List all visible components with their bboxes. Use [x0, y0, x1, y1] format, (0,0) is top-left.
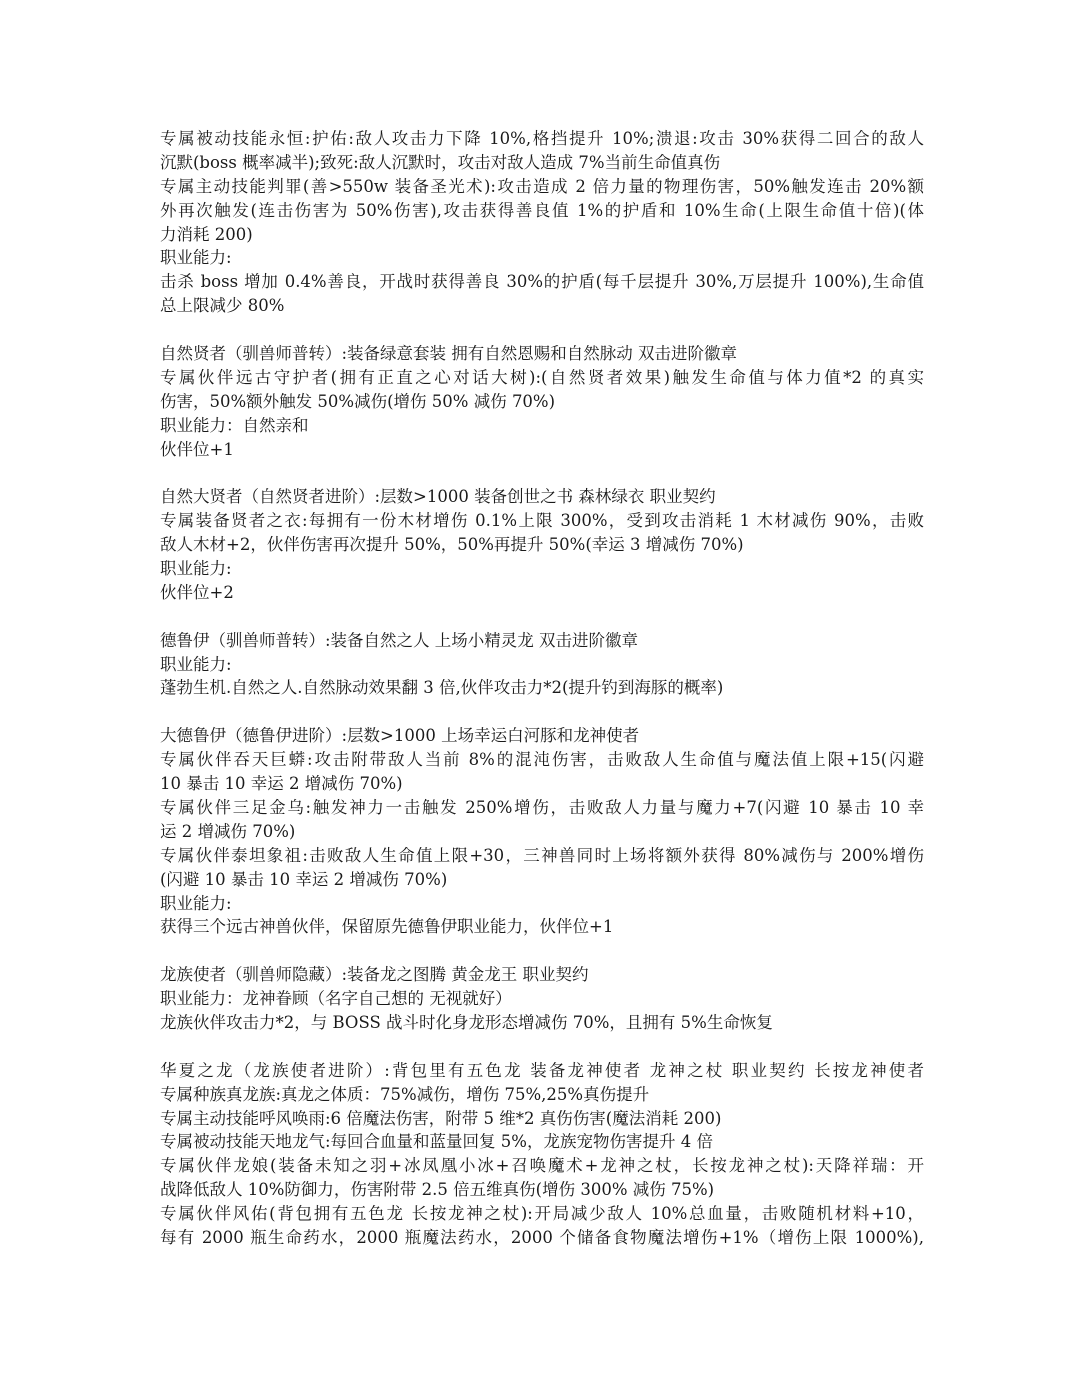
text-line: 专属主动技能判罪(善>550w 装备圣光术):攻击造成 2 倍力量的物理伤害，50%触发连击 20%额 [160, 176, 924, 196]
text-line: 职业能力：自然亲和 [160, 415, 309, 435]
text-line: 专属伙伴吞天巨蟒:攻击附带敌人当前 8%的混沌伤害，击败敌人生命值与魔法值上限+15(闪避 [160, 750, 924, 770]
text-line: 伤害，50%额外触发 50%减伤(增伤 50% 减伤 70%) [160, 391, 556, 411]
paragraph [160, 1059, 924, 1250]
text-line: 伙伴位+2 [160, 582, 234, 602]
text-line: 职业能力: [160, 654, 232, 674]
text-line: 运 2 增减伤 70%) [160, 821, 296, 841]
text-line: 战降低敌人 10%防御力，伤害附带 2.5 倍五维真伤(增伤 300% 减伤 75%) [160, 1180, 715, 1200]
text-line: 职业能力: [160, 893, 232, 913]
text-line: (闪避 10 暴击 10 幸运 2 增减伤 70%) [160, 869, 448, 889]
text-line: 龙族使者（驯兽师隐藏）:装备龙之图腾 黄金龙王 职业契约 [160, 965, 589, 985]
text-line: 10 暴击 10 幸运 2 增减伤 70%) [160, 774, 403, 794]
text-line: 专属装备贤者之衣:每拥有一份木材增伤 0.1%上限 300%，受到攻击消耗 1 木材减伤 90%，击败 [160, 511, 924, 531]
text-line: 敌人木材+2，伙伴伤害再次提升 50%，50%再提升 50%(幸运 3 增减伤 70%) [160, 535, 744, 555]
text-line: 专属伙伴远古守护者(拥有正直之心对话大树):(自然贤者效果)触发生命值与体力值*2 的真实 [160, 367, 924, 387]
paragraph-gap [160, 318, 924, 342]
paragraph [160, 127, 924, 318]
text-line: 专属伙伴泰坦象祖:击败敌人生命值上限+30，三神兽同时上场将额外获得 80%减伤与 200%增伤 [160, 845, 924, 865]
text-line: 华夏之龙（龙族使者进阶）:背包里有五色龙 装备龙神使者 龙神之杖 职业契约 长按龙神使者 [160, 1060, 924, 1080]
text-line: 龙族伙伴攻击力*2，与 BOSS 战斗时化身龙形态增减伤 70%，且拥有 5%生命恢复 [160, 1012, 773, 1032]
text-line: 获得三个远古神兽伙伴，保留原先德鲁伊职业能力，伙伴位+1 [160, 917, 614, 937]
text-line: 职业能力: [160, 248, 232, 268]
text-line: 外再次触发(连击伤害为 50%伤害),攻击获得善良值 1%的护盾和 10%生命(上限生命值十倍)(体 [160, 200, 924, 220]
paragraph [160, 629, 924, 701]
paragraph-gap [160, 1035, 924, 1059]
text-line: 专属主动技能呼风唤雨:6 倍魔法伤害，附带 5 维*2 真伤伤害(魔法消耗 200) [160, 1108, 722, 1128]
text-line: 自然大贤者（自然贤者进阶）:层数>1000 装备创世之书 森林绿衣 职业契约 [160, 487, 716, 507]
text-line: 专属被动技能永恒:护佑:敌人攻击力下降 10%,格挡提升 10%;溃退:攻击 30%获得二回合的敌人 [160, 129, 924, 148]
text-line: 专属伙伴龙娘(装备未知之羽+冰凤凰小冰+召唤魔术+龙神之杖，长按龙神之杖):天降祥瑞：开 [160, 1156, 924, 1176]
text-line: 专属伙伴三足金乌:触发神力一击触发 250%增伤，击败敌人力量与魔力+7(闪避 10 暴击 10 幸 [160, 797, 924, 817]
paragraph-gap [160, 605, 924, 629]
document-page [160, 127, 924, 1250]
text-line: 职业能力：龙神眷顾（名字自己想的 无视就好） [160, 989, 512, 1009]
paragraph [160, 485, 924, 604]
text-line: 击杀 boss 增加 0.4%善良，开战时获得善良 30%的护盾(每千层提升 30%,万层提升 100%),生命值 [160, 272, 924, 292]
text-line: 专属种族真龙族:真龙之体质：75%减伤，增伤 75%,25%真伤提升 [160, 1084, 650, 1104]
text-line: 力消耗 200) [160, 224, 253, 244]
text-line: 每有 2000 瓶生命药水，2000 瓶魔法药水，2000 个储备食物魔法增伤+1%（增伤上限 1000%), [160, 1227, 924, 1247]
text-line: 职业能力: [160, 559, 232, 579]
paragraph-gap [160, 700, 924, 724]
text-line: 沉默(boss 概率减半);致死:敌人沉默时，攻击对敌人造成 7%当前生命值真伤 [160, 152, 721, 172]
paragraph [160, 963, 924, 1035]
text-line: 自然贤者（驯兽师普转）:装备绿意套装 拥有自然恩赐和自然脉动 双击进阶徽章 [160, 344, 738, 364]
paragraph [160, 342, 924, 461]
text-line: 蓬勃生机.自然之人.自然脉动效果翻 3 倍,伙伴攻击力*2(提升钓到海豚的概率) [160, 678, 724, 698]
text-line: 总上限减少 80% [160, 296, 285, 316]
paragraph-gap [160, 461, 924, 485]
text-line: 伙伴位+1 [160, 439, 234, 459]
text-line: 专属被动技能天地龙气:每回合血量和蓝量回复 5%，龙族宠物伤害提升 4 倍 [160, 1132, 713, 1152]
paragraph-gap [160, 939, 924, 963]
text-line: 大德鲁伊（德鲁伊进阶）:层数>1000 上场幸运白河豚和龙神使者 [160, 726, 640, 746]
text-line: 专属伙伴风佑(背包拥有五色龙 长按龙神之杖):开局减少敌人 10%总血量，击败随机材料+10， [160, 1204, 924, 1224]
text-line: 德鲁伊（驯兽师普转）:装备自然之人 上场小精灵龙 双击进阶徽章 [160, 630, 639, 650]
paragraph [160, 724, 924, 939]
